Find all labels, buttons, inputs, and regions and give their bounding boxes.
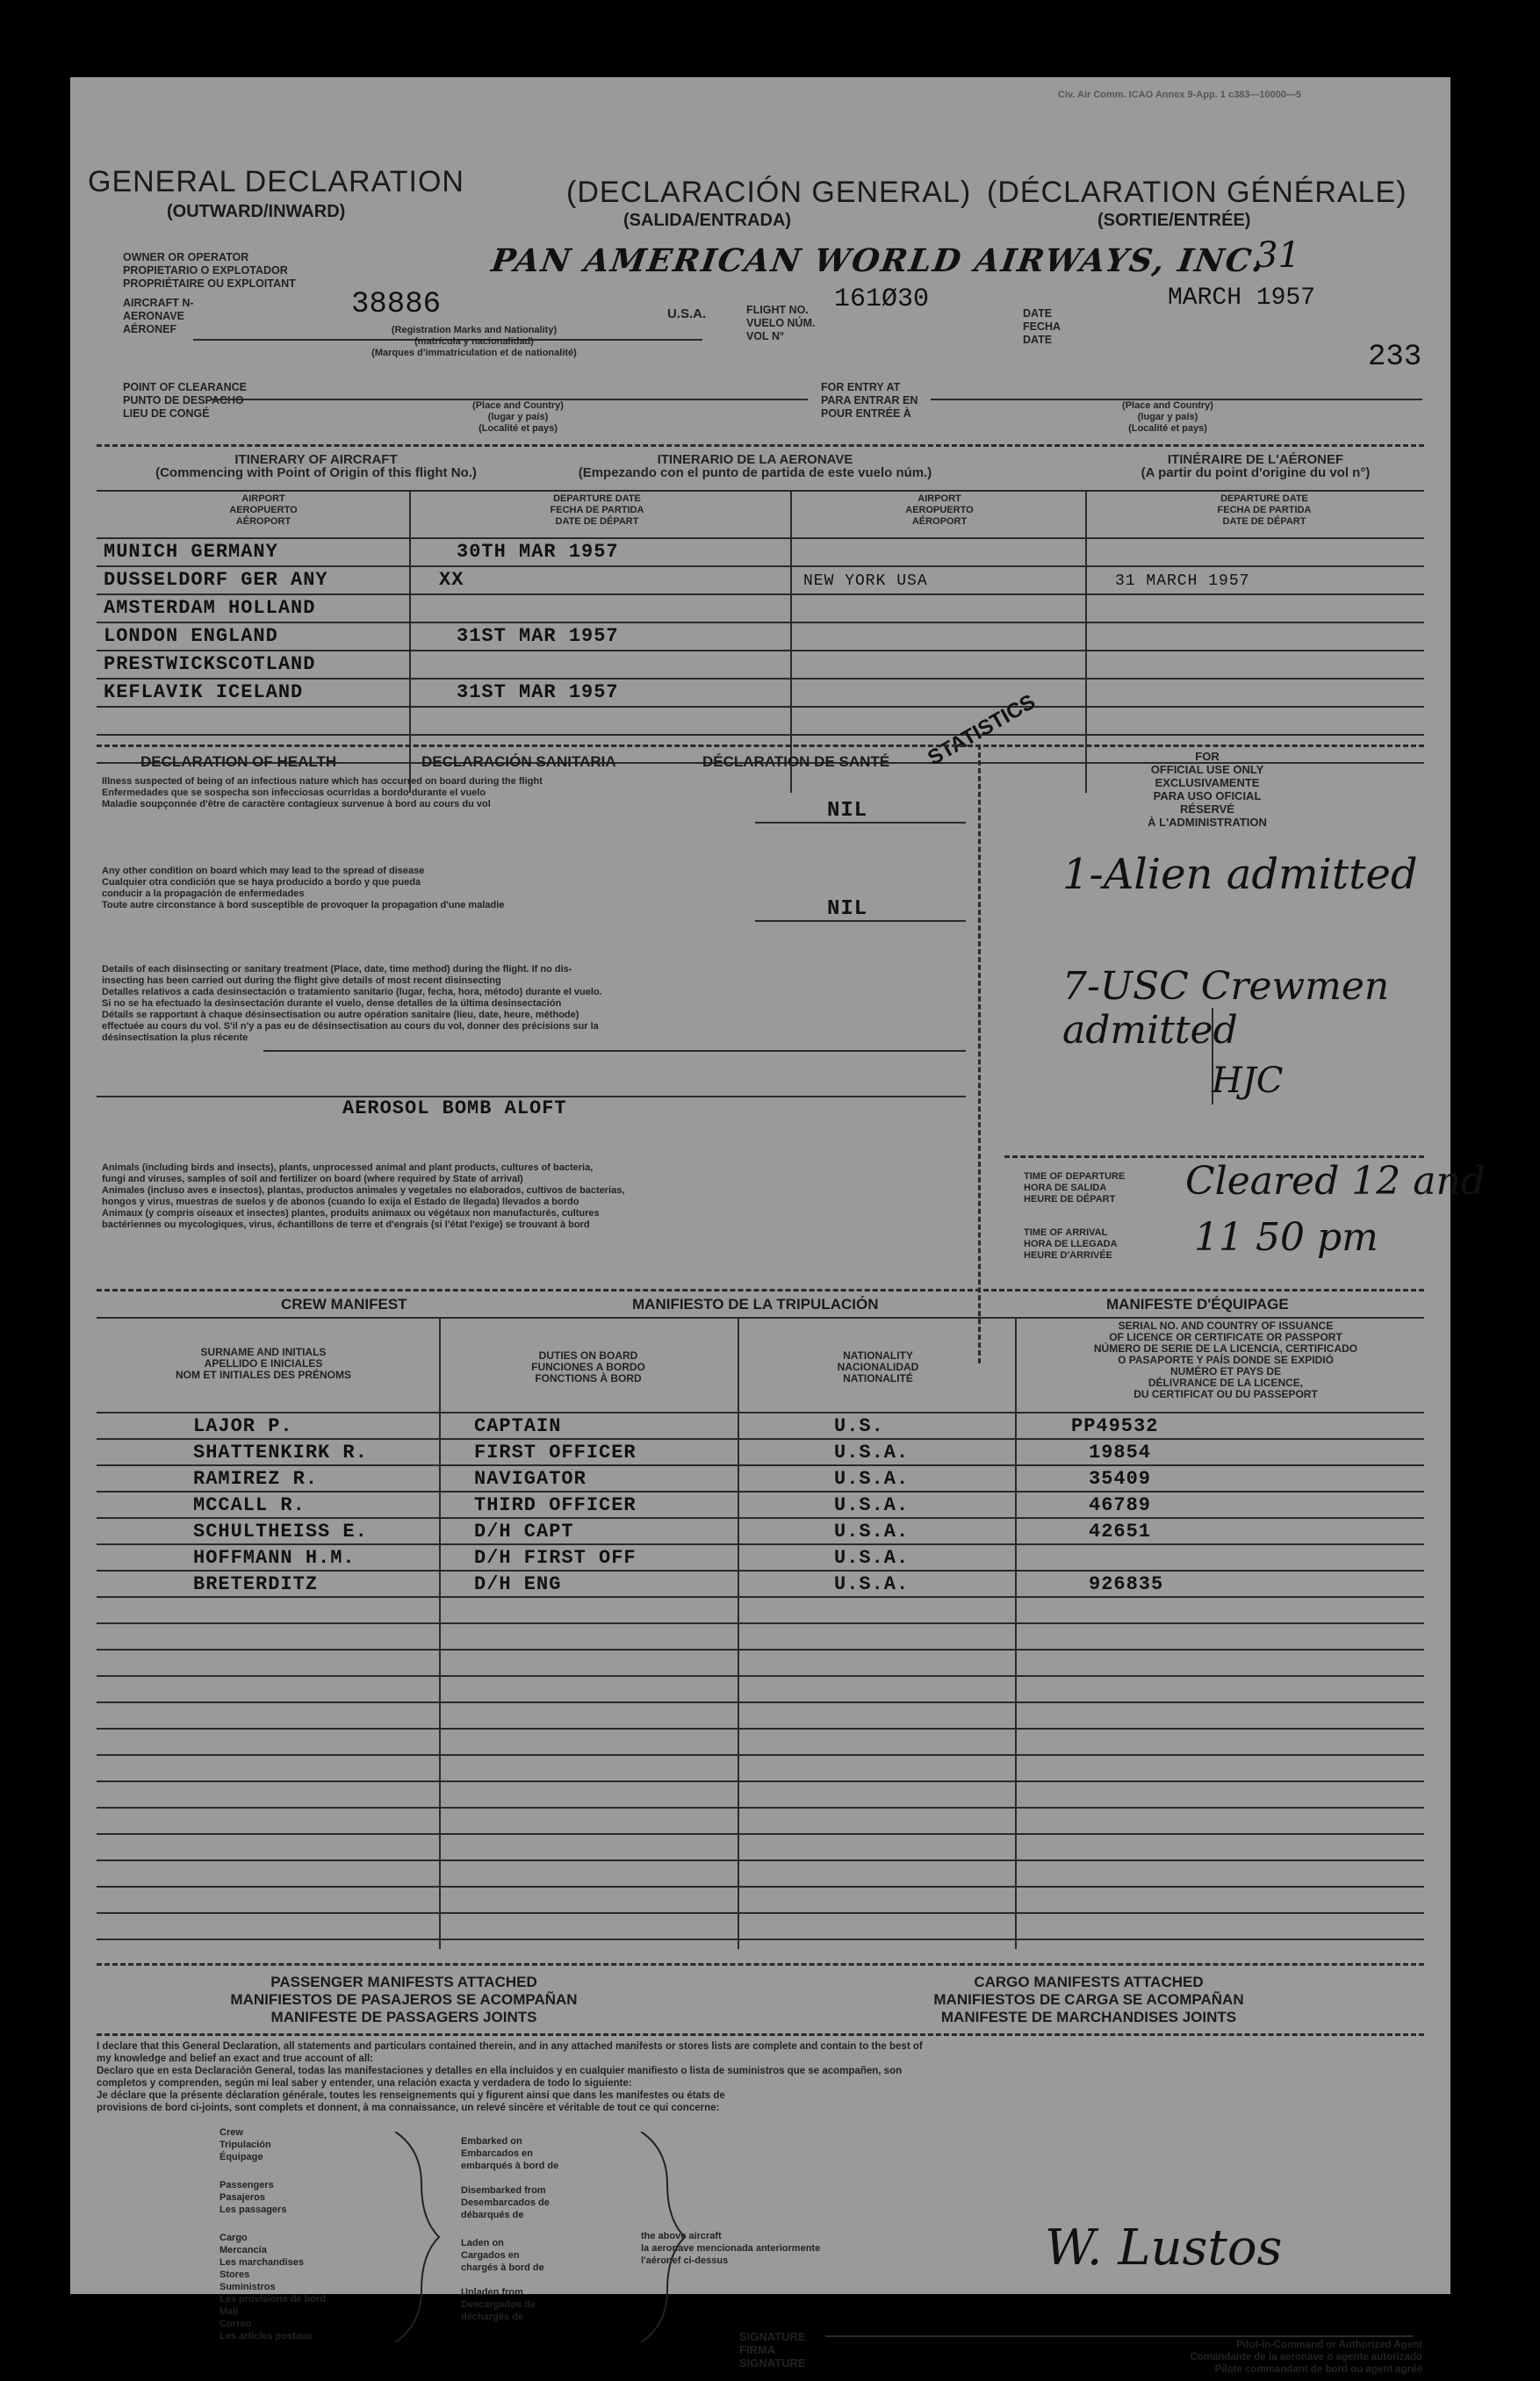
arrival-labels: TIME OF ARRIVAL HORA DE LLEGADA HEURE D'ARRIVÉE (1024, 1227, 1118, 1261)
crew-nat-3: U.S.A. (834, 1468, 910, 1490)
itinerary-date-2: XX (439, 569, 464, 591)
arrival-time: 11 50 pm (1194, 1215, 1378, 1260)
health-heading-en: DECLARATION OF HEALTH (140, 753, 337, 770)
crew-lic-3: 35409 (1089, 1468, 1152, 1490)
itinerary-right-date-1: 31 MARCH 1957 (1115, 572, 1250, 590)
itinerary-heading-es: ITINERARIO DE LA AERONAVE (Empezando con el punto de partida de este vuelo núm.) (578, 452, 932, 480)
form-number: Civ. Air Comm. ICAO Annex 9-App. 1 c383—10000—5 (1058, 90, 1302, 100)
crew-name-5: SCHULTHEISS E. (193, 1521, 368, 1543)
crew-heading-en: CREW MANIFEST (281, 1296, 407, 1313)
departure-time: Cleared 12 and (1185, 1159, 1486, 1204)
crew-duty-2: FIRST OFFICER (474, 1442, 637, 1464)
date-value: MARCH 1957 (1168, 284, 1316, 312)
itinerary-airport-2: DUSSELDORF GER ANY (104, 569, 328, 591)
itinerary-heading-en: ITINERARY OF AIRCRAFT (Commencing with Point of Origin of this flight No.) (155, 452, 477, 480)
declaration-categories: Crew Tripulación Équipage Passengers Pasajeros Les passagers Cargo Mercancía Les marchandises Stores Suministros Les provisions de bord Mail Correo Les articles postaux (219, 2127, 327, 2341)
title-spanish: (DECLARACIÓN GENERAL) (566, 176, 972, 209)
signer-title: Pilot-in-Command or Authorized Agent Comandante de la aeronave o agente autorizado Pilote commandant de bord ou agent agréé (1190, 2340, 1422, 2375)
declaration-statement: I declare that this General Declaration, all statements and particulars contained therein, and in any attached manifests or stores lists are complete and contain to the best of my knowledge and belief an exact and true account of all: Declaro que en esta Declaración General, todas las manifestaciones y detalles en ella incluidos y en cualquier manifiesto o lista de suministros que se acompañen, son completos y comprenden, según mi leal saber y entender, una relación exacta y verdadera de todo lo siguiente: Je déclare que la présente déclaration générale, toutes les renseignements qui y figurent ainsi que dans les manifestes ou états de provisions de bord ci-joints, sont complets et donnent, à ma connaissance, un relevé sincère et véritable de tout ce qui concerne: (97, 2041, 923, 2113)
crew-nat-5: U.S.A. (834, 1521, 910, 1543)
official-note-alien: 1-Alien admitted (1062, 850, 1418, 899)
col-airport-left: AIRPORT AEROPUERTO AÉROPORT (229, 493, 298, 527)
aircraft-registration: 38886 (351, 288, 442, 321)
itinerary-airport-6: KEFLAVIK ICELAND (104, 681, 304, 703)
crew-nat-1: U.S. (834, 1415, 884, 1437)
itinerary-airport-1: MUNICH GERMANY (104, 541, 278, 563)
crew-duty-4: THIRD OFFICER (474, 1494, 637, 1516)
statistics-stamp: STATISTICS (924, 689, 1040, 771)
crew-col-license: SERIAL NO. AND COUNTRY OF ISSUANCE OF LICENCE OR CERTIFICATE OR PASSPORT NÚMERO DE SERIE DE LA LICENCIA, CERTIFICADO O PASAPORTE Y PAÍS DONDE SE EXPIDIÓ NUMÉRO ET PAYS DE DÉLIVRANCE DE LA LICENCE, DU CERTIFICAT OU DU PASSEPORT (1093, 1320, 1358, 1400)
itinerary-heading-fr: ITINÉRAIRE DE L'AÉRONEF (A partir du point d'origine du vol n°) (1141, 452, 1371, 480)
health-heading-es: DECLARACIÓN SANITARIA (421, 753, 616, 770)
subtitle-english: (OUTWARD/INWARD) (167, 202, 346, 221)
crew-name-3: RAMIREZ R. (193, 1468, 319, 1490)
title-english: GENERAL DECLARATION (88, 165, 464, 198)
crew-col-nationality: NATIONALITY NACIONALIDAD NATIONALITÉ (837, 1349, 919, 1385)
itinerary-date-1: 30TH MAR 1957 (457, 541, 619, 563)
crew-heading-es: MANIFIESTO DE LA TRIPULACIÓN (632, 1296, 879, 1313)
itinerary-airport-3: AMSTERDAM HOLLAND (104, 597, 316, 619)
operator-labels: OWNER OR OPERATOR PROPIETARIO O EXPLOTADOR PROPRIÉTAIRE OU EXPLOITANT (123, 251, 296, 290)
aircraft-note: (Registration Marks and Nationality) (matrícula y nacionalidad) (Marques d'immatriculation et de nationalité) (371, 325, 577, 358)
cargo-manifests: CARGO MANIFESTS ATTACHED MANIFIESTOS DE CARGA SE ACOMPAÑAN MANIFESTE DE MARCHANDISES JOINTS (933, 1974, 1244, 2025)
entry-note: (Place and Country) (lugar y país) (Localité et pays) (1122, 400, 1213, 434)
health-q4: Animals (including birds and insects), plants, unprocessed animal and plant products, cultures of bacteria, fungi and viruses, samples of soil and fertilizer on board (where required by State of arrival) Animales (incluso aves e insectos), plantas, productos animales y vegetales no elaborados, cultivos de bacterias, hongos y virus, muestras de suelos y de abonos (cuando lo exija el Estado de llegada) llevados a bordo Animaux (y compris oiseaux et insectes) plantes, produits animaux ou végétaux non manufacturés, cultures bactériennes ou mycologiques, virus, échantillons de terre et d'engrais (si l'état l'exige) se trouvant à bord (102, 1162, 625, 1230)
crew-nat-2: U.S.A. (834, 1442, 910, 1464)
page-number: 233 (1368, 341, 1422, 374)
crew-name-7: BRETERDITZ (193, 1573, 319, 1595)
crew-nat-6: U.S.A. (834, 1547, 910, 1569)
crew-col-duties: DUTIES ON BOARD FUNCIONES A BORDO FONCTIONS À BORD (531, 1349, 645, 1385)
declaration-brace-left (386, 2132, 457, 2342)
declaration-actions: Embarked on Embarcados en embarqués à bord de Disembarked from Desembarcados de débarqués de Laden on Cargados en chargés à bord de Unladen from Descargados de déchargés de (461, 2136, 559, 2322)
crew-lic-1: PP49532 (1071, 1415, 1159, 1437)
official-initials: HJC (1212, 1061, 1284, 1101)
departure-labels: TIME OF DEPARTURE HORA DE SALIDA HEURE DE DÉPART (1024, 1171, 1126, 1205)
crew-name-6: HOFFMANN H.M. (193, 1547, 356, 1569)
health-a2: NIL (827, 897, 868, 921)
health-heading-fr: DÉCLARATION DE SANTÉ (702, 753, 890, 770)
crew-lic-4: 46789 (1089, 1494, 1152, 1516)
health-q3: Details of each disinsecting or sanitary treatment (Place, date, time method) during the flight. If no dis- insecting has been carried out during the flight give details of most recent disinsecting Detalles relativos a cada desinsectación o tratamiento sanitario (lugar, fecha, hora, método) durante el vuelo. Si no se ha efectuado la desinsectación durante el vuelo, dense detalles de la última desinsectación Détails se rapportant à chaque désinsectisation ou autre opération sanitaire (lieu, date, heure, méthode) effectuée au cours du vol. S'il n'y a pas eu de désinsectisation au cours du vol, donner des précisions sur la désinsectisation la plus récente (102, 964, 602, 1043)
clearance-note: (Place and Country) (lugar y país) (Localité et pays) (472, 400, 564, 434)
operator-name: PAN AMERICAN WORLD AIRWAYS, INC. (489, 242, 1268, 279)
crew-heading-fr: MANIFESTE D'ÉQUIPAGE (1106, 1296, 1289, 1313)
crew-nat-7: U.S.A. (834, 1573, 910, 1595)
aircraft-labels: AIRCRAFT N- AERONAVE AÉRONEF (123, 297, 194, 335)
crew-duty-5: D/H CAPT (474, 1521, 574, 1543)
crew-name-4: MCCALL R. (193, 1494, 306, 1516)
crew-duty-3: NAVIGATOR (474, 1468, 586, 1490)
passenger-manifests: PASSENGER MANIFESTS ATTACHED MANIFIESTOS DE PASAJEROS SE ACOMPAÑAN MANIFESTE DE PASSAGERS JOINTS (230, 1974, 578, 2025)
subtitle-french: (SORTIE/ENTRÉE) (1097, 211, 1251, 230)
crew-duty-1: CAPTAIN (474, 1415, 562, 1437)
official-note-admitted: admitted (1062, 1008, 1238, 1053)
crew-name-1: LAJOR P. (193, 1415, 293, 1437)
crew-lic-5: 42651 (1089, 1521, 1152, 1543)
title-french: (DÉCLARATION GÉNÉRALE) (987, 176, 1407, 209)
subtitle-spanish: (SALIDA/ENTRADA) (623, 211, 792, 230)
crew-lic-7: 926835 (1089, 1573, 1164, 1595)
crew-nat-4: U.S.A. (834, 1494, 910, 1516)
official-use-heading: FOR OFFICIAL USE ONLY EXCLUSIVAMENTE PARA USO OFICIAL RÉSERVÉ À L'ADMINISTRATION (1148, 750, 1267, 829)
itinerary-date-6: 31ST MAR 1957 (457, 681, 619, 703)
crew-duty-7: D/H ENG (474, 1573, 562, 1595)
flight-number: 161Ø30 (834, 284, 930, 314)
declaration-form (70, 77, 1486, 2375)
captain-signature: W. Lustos (1045, 2219, 1283, 2277)
crew-duty-6: D/H FIRST OFF (474, 1547, 637, 1569)
health-q2: Any other condition on board which may lead to the spread of disease Cualquier otra condición que se haya producido a bordo y que pueda conducir a la propagación de enfermedades Toute autre circonstance à bord susceptible de provoquer la propagation d'une maladie (102, 866, 505, 910)
crew-name-2: SHATTENKIRK R. (193, 1442, 368, 1464)
col-departure-left: DEPARTURE DATE FECHA DE PARTIDA DATE DE DÉPART (550, 493, 644, 527)
health-a1: NIL (827, 799, 868, 823)
entry-labels: FOR ENTRY AT PARA ENTRAR EN POUR ENTRÉE À (821, 381, 918, 420)
health-q1: Illness suspected of being of an infectious nature which has occurred on board during the flight Enfermedades que se sospecha son infecciosas ocurridas a bordo durante el vuelo Maladie soupçonnée d'être de caractère contagieux survenue à bord au cours du vol (102, 776, 543, 809)
itinerary-right-airport-1: NEW YORK USA (803, 572, 928, 590)
flight-prefix: U.S.A. (667, 306, 707, 321)
crew-lic-2: 19854 (1089, 1442, 1152, 1464)
itinerary-airport-4: LONDON ENGLAND (104, 625, 278, 647)
clearance-labels: POINT OF CLEARANCE PUNTO DE DESPACHO LIEU DE CONGÉ (123, 381, 247, 420)
signature-labels: SIGNATURE FIRMA SIGNATURE (739, 2330, 806, 2370)
itinerary-airport-5: PRESTWICKSCOTLAND (104, 653, 316, 675)
col-airport-right: AIRPORT AEROPUERTO AÉROPORT (905, 493, 974, 527)
flight-labels: FLIGHT NO. VUELO NÚM. VOL N° (746, 304, 816, 342)
crew-col-name: SURNAME AND INITIALS APELLIDO E INICIALES NOM ET INITIALES DES PRÉNOMS (175, 1346, 351, 1381)
date-day-handwritten: 31 (1256, 235, 1300, 276)
col-departure-right: DEPARTURE DATE FECHA DE PARTIDA DATE DE DÉPART (1217, 493, 1312, 527)
declaration-aircraft: the above aircraft la aeronave mencionada anteriormente l'aéronef ci-dessus (641, 2231, 821, 2266)
itinerary-date-4: 31ST MAR 1957 (457, 625, 619, 647)
health-a3: AEROSOL BOMB ALOFT (342, 1097, 567, 1119)
date-labels: DATE FECHA DATE (1023, 307, 1061, 346)
official-note-crewmen: 7-USC Crewmen (1062, 964, 1390, 1009)
